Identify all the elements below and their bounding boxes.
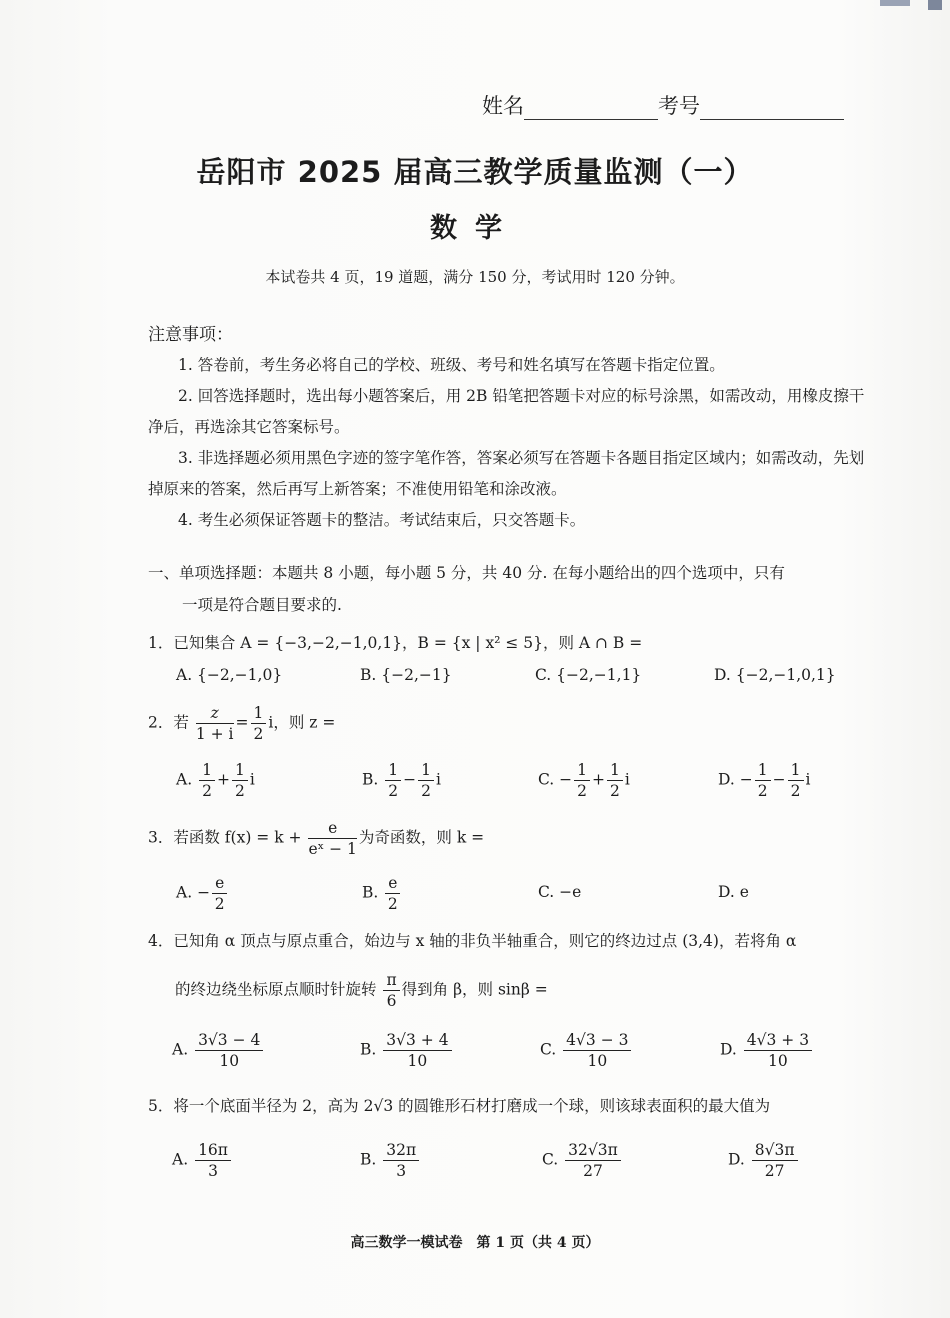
fraction — [308, 818, 356, 859]
denominator: 2 — [421, 782, 432, 800]
question-text: 的终边绕坐标原点顺时针旋转 — [175, 980, 377, 999]
question-3 — [148, 818, 484, 859]
q5-option-b[interactable] — [360, 1140, 421, 1181]
q5-option-a[interactable] — [172, 1140, 233, 1181]
denominator: 10 — [768, 1052, 788, 1070]
option-label: D. — [720, 1040, 737, 1059]
imaginary-unit: i — [624, 770, 630, 789]
q5-option-c[interactable] — [542, 1140, 623, 1181]
denominator: 2 — [234, 782, 245, 800]
numerator: 1 — [755, 760, 771, 781]
question-2 — [148, 703, 335, 744]
numerator: 8√3π — [752, 1140, 798, 1161]
operator: + — [592, 770, 606, 789]
q3-option-b[interactable] — [362, 873, 402, 914]
option-label: B. — [360, 1040, 377, 1059]
denominator: 3 — [208, 1162, 218, 1180]
denominator: 3 — [396, 1162, 407, 1180]
numerator: 1 — [788, 760, 804, 781]
exam-title: 岳阳市 2025 届高三教学质量监测（一） — [196, 155, 754, 189]
option-label: C. — [538, 770, 555, 789]
fraction — [383, 970, 399, 1011]
fraction — [195, 1030, 263, 1071]
q4-option-a[interactable] — [172, 1030, 265, 1071]
numerator: e — [308, 818, 356, 839]
numerator: 1 — [251, 703, 267, 724]
denominator: 2 — [253, 725, 264, 743]
exam-subject: 数学 — [430, 213, 520, 244]
option-label: A. — [172, 1150, 189, 1169]
question-text: i，则 z = — [268, 713, 336, 732]
denominator: 1 + i — [195, 725, 234, 743]
option-value: −e — [559, 883, 582, 901]
option-label: B. — [360, 1150, 377, 1169]
numerator: 1 — [385, 760, 401, 781]
numerator: 3√3 − 4 — [195, 1030, 263, 1051]
denominator: 2 — [388, 782, 399, 800]
numerator: 3√3 + 4 — [383, 1030, 451, 1051]
numerator: 1 — [199, 760, 215, 781]
option-label: B. — [362, 883, 379, 902]
question-text: 若函数 f(x) = k + — [173, 828, 302, 847]
imaginary-unit: i — [436, 770, 441, 789]
q4-option-d[interactable] — [720, 1030, 814, 1071]
fraction — [196, 703, 234, 744]
q1-option-b[interactable]: B. {−2,−1} — [360, 666, 452, 684]
numerator: 1 — [574, 760, 590, 781]
q2-option-d[interactable] — [718, 760, 810, 801]
fraction — [574, 760, 590, 801]
q2-option-c[interactable] — [538, 760, 630, 801]
option-label: D. — [718, 883, 735, 901]
notice-item-4: 4. 考生必须保证答题卡的整洁。考试结束后，只交答题卡。 — [178, 511, 586, 529]
q2-option-a[interactable] — [176, 760, 255, 801]
q3-option-d[interactable] — [718, 883, 749, 901]
question-text: 已知集合 A = {−3,−2,−1,0,1}，B = {x | x² ≤ 5}，则 A ∩ B = — [173, 634, 643, 652]
denominator: 2 — [757, 782, 768, 800]
numerator: 4√3 − 3 — [563, 1030, 631, 1051]
denominator: 2 — [214, 895, 225, 913]
q4-option-c[interactable] — [540, 1030, 633, 1071]
denominator: 2 — [387, 895, 398, 913]
numerator: e — [385, 873, 400, 894]
question-4-line1 — [148, 929, 796, 951]
numerator: 32π — [383, 1140, 419, 1161]
notice-item-1: 1. 答卷前，考生务必将自己的学校、班级、考号和姓名填写在答题卡指定位置。 — [178, 356, 725, 374]
notice-heading: 注意事项： — [148, 325, 233, 345]
q1-option-d[interactable]: D. {−2,−1,0,1} — [714, 666, 836, 684]
denominator: 10 — [587, 1052, 608, 1070]
fraction — [385, 873, 400, 914]
id-label: 考号 — [658, 94, 700, 118]
scan-edge-mark — [860, 0, 950, 14]
q1-option-c[interactable]: C. {−2,−1,1} — [535, 666, 642, 684]
question-number: 4． — [148, 932, 174, 950]
numerator: e — [212, 873, 227, 894]
denominator: 2 — [790, 782, 801, 800]
fraction — [755, 760, 771, 801]
question-text: 为奇函数，则 k = — [358, 828, 485, 847]
question-text: 已知角 α 顶点与原点重合，始边与 x 轴的非负半轴重合，则它的终边过点 (3,4)，若将角 α — [173, 932, 797, 950]
imaginary-unit: i — [805, 770, 811, 789]
operator: − — [772, 770, 786, 789]
question-number: 2． — [148, 713, 174, 732]
notice-item-2: 2. 回答选择题时，选出每小题答案后，用 2B 铅笔把答题卡对应的标号涂黑，如需改动，用橡皮擦干净后，再选涂其它答案标号。 — [148, 387, 865, 436]
option-label: C. — [540, 1040, 557, 1059]
option-label: B. — [362, 770, 379, 789]
fraction — [563, 1030, 631, 1071]
fraction — [565, 1140, 621, 1181]
name-blank[interactable] — [524, 99, 658, 120]
question-number: 5． — [148, 1097, 174, 1115]
section-heading-cont: 一项是符合题目要求的. — [182, 596, 342, 614]
option-label: A. — [172, 1040, 189, 1059]
numerator: 1 — [232, 760, 248, 781]
question-4-line2 — [175, 970, 548, 1011]
question-number: 3． — [148, 828, 174, 847]
denominator: 2 — [610, 782, 620, 800]
name-id-line — [482, 90, 844, 120]
sign: − — [559, 770, 573, 789]
option-label: A. — [176, 883, 193, 902]
fraction — [752, 1140, 798, 1181]
fraction — [383, 1030, 451, 1071]
denominator: 6 — [386, 992, 397, 1010]
numerator: 1 — [607, 760, 623, 781]
denominator: eˣ − 1 — [308, 840, 357, 858]
numerator: π — [383, 970, 399, 991]
fraction — [195, 1140, 231, 1181]
numerator: z — [196, 703, 234, 724]
q1-option-a[interactable]: A. {−2,−1,0} — [176, 666, 283, 684]
id-blank[interactable] — [700, 99, 844, 120]
q3-option-a[interactable] — [176, 873, 229, 914]
denominator: 10 — [407, 1052, 428, 1070]
question-text: 将一个底面半径为 2，高为 2√3 的圆锥形石材打磨成一个球，则该球表面积的最大值为 — [173, 1097, 771, 1115]
denominator: 10 — [219, 1052, 240, 1070]
q4-option-b[interactable] — [360, 1030, 454, 1071]
exam-info: 本试卷共 4 页，19 道题，满分 150 分，考试用时 120 分钟。 — [265, 268, 685, 286]
operator: + — [216, 770, 230, 789]
notice-item-3: 3. 非选择题必须用黑色字迹的签字笔作答，答案必须写在答题卡各题目指定区域内；如需改动，先划掉原来的答案，然后再写上新答案；不准使用铅笔和涂改液。 — [148, 449, 865, 498]
option-label: C. — [538, 883, 555, 901]
question-1 — [148, 631, 642, 653]
option-label: D. — [718, 770, 735, 789]
numerator: 1 — [418, 760, 434, 781]
denominator: 27 — [764, 1162, 785, 1180]
option-value: e — [739, 883, 749, 901]
denominator: 2 — [577, 782, 588, 800]
name-label: 姓名 — [482, 94, 524, 118]
fraction — [418, 760, 434, 801]
numerator: 32√3π — [565, 1140, 621, 1161]
question-text: 得到角 β，则 sinβ = — [401, 980, 548, 999]
imaginary-unit: i — [249, 770, 255, 789]
q2-option-b[interactable] — [362, 760, 441, 801]
denominator: 2 — [202, 782, 212, 800]
q3-option-c[interactable] — [538, 883, 581, 901]
numerator: 16π — [195, 1140, 231, 1161]
fraction — [383, 1140, 419, 1181]
fraction — [251, 703, 267, 744]
operator: − — [403, 770, 417, 789]
equals: = — [235, 713, 249, 732]
q5-option-d[interactable] — [728, 1140, 800, 1181]
question-number: 1． — [148, 634, 174, 652]
option-label: A. — [176, 770, 193, 789]
fraction — [232, 760, 248, 801]
fraction — [199, 760, 215, 801]
fraction — [607, 760, 623, 801]
page-footer: 高三数学一模试卷 第 1 页（共 4 页） — [350, 1235, 600, 1251]
sign: − — [739, 770, 753, 789]
question-5 — [148, 1094, 770, 1116]
section-heading: 一、单项选择题：本题共 8 小题，每小题 5 分，共 40 分. 在每小题给出的四个选项中，只有 — [148, 564, 785, 582]
numerator: 4√3 + 3 — [744, 1030, 812, 1051]
fraction — [788, 760, 804, 801]
denominator: 27 — [583, 1162, 603, 1180]
fraction — [744, 1030, 812, 1071]
option-label: D. — [728, 1150, 745, 1169]
option-label: C. — [542, 1150, 559, 1169]
fraction — [385, 760, 401, 801]
fraction — [212, 873, 227, 914]
question-text: 若 — [173, 713, 189, 732]
sign: − — [197, 883, 211, 902]
